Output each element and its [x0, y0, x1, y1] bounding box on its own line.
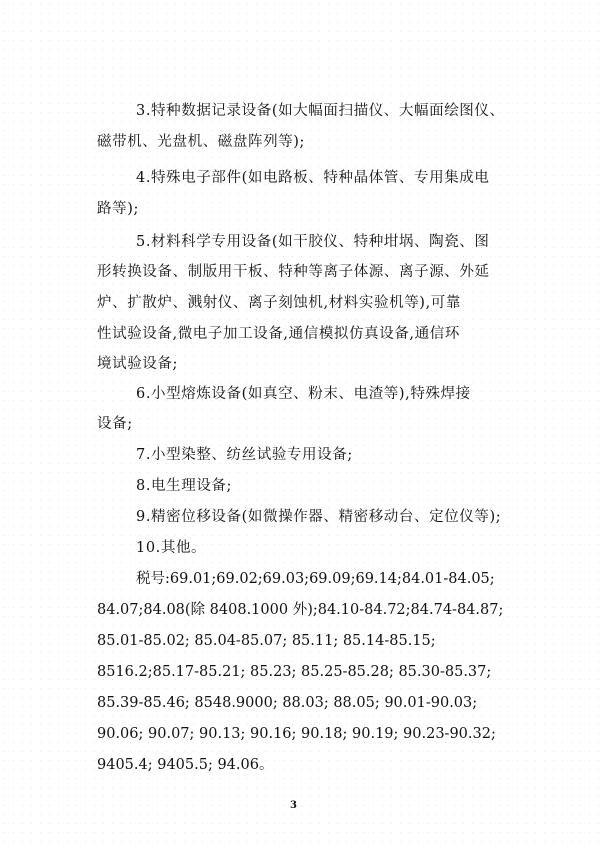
text-line: 3.特种数据记录设备(如大幅面扫描仪、大幅面绘图仪、: [136, 103, 505, 119]
text-line: 9405.4; 9405.5; 94.06。: [97, 757, 274, 773]
text-line: 5.材料科学专用设备(如干胶仪、特种坩埚、陶瓷、图: [136, 234, 490, 250]
text-line: 8516.2;85.17-85.21; 85.23; 85.25-85.28; 85.30-85.37;: [97, 664, 492, 680]
text-line: 90.06; 90.07; 90.13; 90.16; 90.18; 90.19; 90.23-90.32;: [97, 726, 496, 742]
text-line: 10.其他。: [136, 540, 207, 556]
text-line: 炉、扩散炉、溅射仪、离子刻蚀机,材料实验机等),可靠: [97, 295, 461, 311]
text-line: 设备;: [97, 416, 133, 432]
text-line: 85.01-85.02; 85.04-85.07; 85.11; 85.14-85.15;: [97, 633, 436, 649]
text-line: 形转换设备、制版用干板、特种等离子体源、离子源、外延: [97, 264, 490, 280]
text-line: 85.39-85.46; 8548.9000; 88.03; 88.05; 90.01-90.03;: [97, 695, 478, 711]
text-line: 9.精密位移设备(如微操作器、精密移动台、定位仪等);: [136, 509, 502, 525]
text-line: 4.特殊电子部件(如电路板、特种晶体管、专用集成电: [136, 170, 490, 186]
text-line: 路等);: [97, 201, 139, 217]
text-line: 税号:69.01;69.02;69.03;69.09;69.14;84.01-84.05;: [136, 571, 495, 587]
text-line: 性试验设备,微电子加工设备,通信模拟仿真设备,通信环: [97, 326, 460, 342]
text-line: 84.07;84.08(除 8408.1000 外);84.10-84.72;84.74-84.87;: [97, 602, 504, 618]
text-line: 7.小型染整、纺丝试验专用设备;: [136, 447, 353, 463]
text-line: 境试验设备;: [97, 356, 178, 372]
text-line: 8.电生理设备;: [136, 478, 233, 494]
text-line: 磁带机、光盘机、磁盘阵列等);: [97, 134, 306, 150]
text-line: 6.小型熔炼设备(如真空、粉末、电渣等),特殊焊接: [136, 386, 471, 402]
page-number: 3: [290, 800, 297, 811]
